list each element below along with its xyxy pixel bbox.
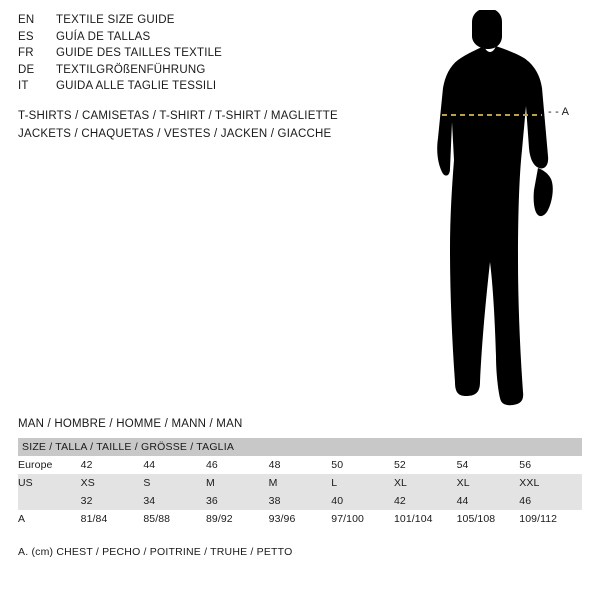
cell-value: 44	[143, 459, 156, 471]
table-row	[18, 510, 582, 528]
language-code: DE	[18, 63, 35, 76]
cell-value: 36	[205, 495, 218, 507]
footnote-chest-measure: A. (cm) CHEST / PECHO / POITRINE / TRUHE / PETTO	[18, 546, 293, 558]
cell-value: 54	[456, 459, 469, 471]
silhouette-svg	[400, 10, 590, 410]
measure-label-a: - - A	[548, 106, 570, 118]
language-code: FR	[18, 47, 34, 59]
table-row	[18, 474, 582, 492]
cell-value: 46	[205, 459, 218, 471]
cell-value: XS	[80, 477, 95, 489]
cell-value: 42	[393, 495, 406, 507]
language-row	[18, 14, 378, 31]
cell-value: 46	[519, 495, 532, 507]
cell-value: M	[268, 477, 278, 489]
cell-value: 52	[393, 459, 406, 471]
language-row	[18, 64, 378, 81]
category-block	[18, 110, 398, 146]
cell-value: 44	[456, 495, 469, 507]
cell-value: XL	[456, 477, 470, 489]
cell-value: 34	[143, 495, 156, 507]
cell-value: 38	[268, 495, 281, 507]
language-row	[18, 47, 378, 64]
row-label: Europe	[18, 459, 53, 471]
cell-value: 81/84	[80, 513, 108, 525]
cell-value: L	[331, 477, 338, 489]
cell-value: XL	[393, 477, 407, 489]
size-table-wrap	[18, 418, 582, 528]
table-row	[18, 456, 582, 474]
row-label	[18, 492, 81, 510]
table-header-row	[18, 438, 582, 456]
cell-value: 50	[331, 459, 344, 471]
cell-value: 56	[519, 459, 532, 471]
language-title: TEXTILGRÖßENFÜHRUNG	[56, 63, 206, 76]
body-silhouette-figure	[400, 10, 590, 410]
language-code: ES	[18, 30, 34, 43]
language-row	[18, 31, 378, 48]
table-header-label: SIZE / TALLA / TAILLE / GRÖSSE / TAGLIA	[22, 441, 235, 453]
cell-value: 32	[80, 495, 93, 507]
cell-value: S	[143, 477, 151, 489]
cell-value: 109/112	[519, 513, 558, 525]
cell-value: M	[205, 477, 215, 489]
language-title: GUÍA DE TALLAS	[56, 30, 151, 43]
cell-value: XXL	[519, 477, 540, 489]
language-code: IT	[18, 80, 29, 92]
language-row	[18, 80, 378, 97]
row-label: A	[18, 513, 26, 525]
cell-value: 85/88	[143, 513, 171, 525]
language-title: TEXTILE SIZE GUIDE	[56, 14, 175, 26]
size-table	[18, 438, 582, 528]
language-title: GUIDA ALLE TAGLIE TESSILI	[56, 80, 217, 92]
language-header-block	[18, 14, 378, 97]
cell-value: 101/104	[393, 513, 433, 525]
language-title: GUIDE DES TAILLES TEXTILE	[56, 47, 223, 59]
table-title: MAN / HOMBRE / HOMME / MANN / MAN	[18, 418, 243, 430]
category-line-jackets: JACKETS / CHAQUETAS / VESTES / JACKEN / GIACCHE	[18, 128, 332, 140]
category-line-tshirts: T-SHIRTS / CAMISETAS / T-SHIRT / T-SHIRT / MAGLIETTE	[18, 110, 338, 122]
cell-value: 40	[331, 495, 344, 507]
cell-value: 93/96	[268, 513, 296, 525]
cell-value: 42	[80, 459, 93, 471]
cell-value: 97/100	[331, 513, 364, 525]
language-code: EN	[18, 14, 35, 26]
silhouette-shape	[437, 10, 553, 405]
cell-value: 89/92	[205, 513, 233, 525]
cell-value: 48	[268, 459, 281, 471]
row-label: US	[18, 477, 33, 489]
table-row	[18, 492, 582, 510]
cell-value: 105/108	[456, 513, 496, 525]
